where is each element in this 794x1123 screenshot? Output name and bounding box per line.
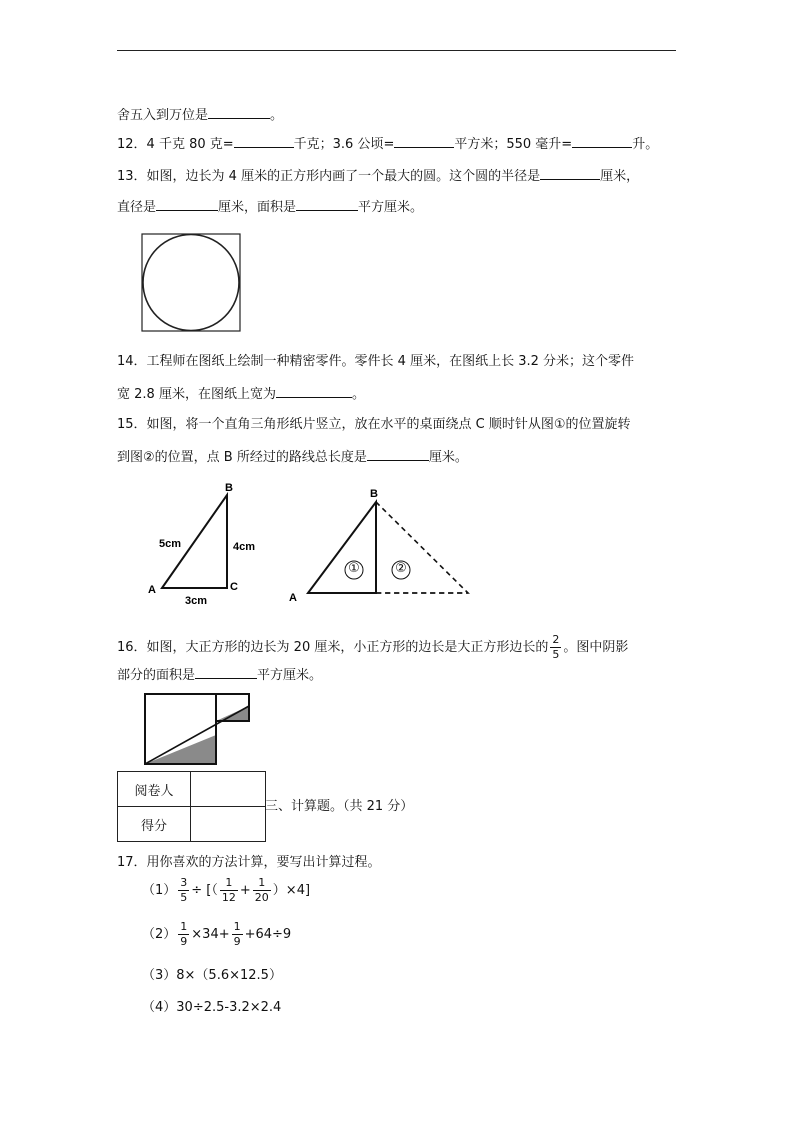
- expr-label: （1）: [142, 883, 177, 898]
- score-label: 得分: [118, 807, 191, 842]
- q14-text1: 14．工程师在图纸上绘制一种精密零件。零件长 4 厘米，在图纸上长 3.2 分米；这个零件: [117, 354, 635, 369]
- q17-expr-4: （4）30÷2.5-3.2×2.4: [142, 1000, 282, 1015]
- fraction-denominator: 20: [254, 891, 269, 904]
- q13-text2a: 直径是: [117, 200, 157, 215]
- q14-text2: 宽 2.8 厘米，在图纸上宽为: [117, 387, 276, 402]
- q11-tail: [117, 104, 283, 126]
- answer-blank[interactable]: [276, 383, 352, 398]
- q17-expr-3: （3）8×（5.6×12.5）: [142, 968, 282, 983]
- q12-part3: 平方米；550 毫升=: [454, 137, 573, 152]
- label-b: B: [225, 482, 233, 494]
- fraction-numerator: 1: [233, 920, 241, 933]
- q17-expr-1: [142, 876, 310, 905]
- fraction-two-fifths: [550, 633, 561, 662]
- operator: +64÷9: [244, 927, 292, 942]
- answer-blank[interactable]: [572, 133, 632, 148]
- label-c: C: [230, 581, 238, 593]
- square-circle-figure: [140, 232, 244, 334]
- q11-end: 。: [270, 108, 284, 123]
- reviewer-cell[interactable]: [191, 772, 266, 807]
- fraction-denominator: 5: [552, 648, 560, 661]
- header-rule: [117, 50, 676, 51]
- operator: ）×4]: [272, 883, 311, 898]
- triangle-figure-2: [285, 480, 475, 605]
- fraction: [232, 920, 243, 949]
- q14-text2-end: 。: [351, 387, 365, 402]
- answer-blank[interactable]: [394, 133, 454, 148]
- answer-blank[interactable]: [234, 133, 294, 148]
- answer-blank[interactable]: [195, 664, 257, 679]
- operator: +: [239, 883, 251, 898]
- q12-part1: 4 千克 80 克=: [146, 137, 234, 152]
- expr-label: （2）: [142, 927, 177, 942]
- answer-blank[interactable]: [367, 446, 429, 461]
- label-vertical-side: 4cm: [233, 541, 256, 553]
- label-hypotenuse: 5cm: [159, 538, 182, 550]
- label-position-2: ②: [395, 561, 407, 576]
- answer-blank[interactable]: [156, 196, 218, 211]
- answer-blank[interactable]: [296, 196, 358, 211]
- q16-text2: 部分的面积是: [117, 668, 196, 683]
- fraction: [253, 876, 271, 905]
- triangle-figure-1: [145, 475, 275, 610]
- label-position-1: ①: [348, 561, 360, 576]
- q13-text1-end: 厘米，: [600, 169, 640, 184]
- fraction-numerator: 2: [552, 633, 560, 646]
- triangle-position-2: [376, 502, 468, 593]
- q17-expr-2: [142, 920, 291, 949]
- label-a: A: [148, 584, 156, 596]
- q12-number: 12．: [117, 137, 147, 152]
- answer-blank[interactable]: [540, 165, 600, 180]
- circle-shape: [143, 235, 239, 331]
- q16-line1: [117, 632, 628, 664]
- q12: [117, 133, 658, 155]
- operator: ÷ [（: [191, 883, 218, 898]
- score-cell[interactable]: [191, 807, 266, 842]
- fraction-denominator: 9: [233, 935, 241, 948]
- q16-text1: 16．如图，大正方形的边长为 20 厘米，小正方形的边长是大正方形边长的: [117, 640, 549, 655]
- fraction-numerator: 1: [253, 876, 271, 891]
- fraction: [178, 876, 189, 905]
- fraction: [178, 920, 189, 949]
- q14-line2: [117, 383, 365, 405]
- fraction: [220, 876, 238, 905]
- q13-text1: 13．如图，边长为 4 厘米的正方形内画了一个最大的圆。这个圆的半径是: [117, 169, 541, 184]
- fraction-denominator: 9: [180, 935, 188, 948]
- operator: ×34+: [191, 927, 230, 942]
- q16-text2-end: 平方厘米。: [257, 668, 323, 683]
- reviewer-label: 阅卷人: [118, 772, 191, 807]
- q17-title: 17．用你喜欢的方法计算，要写出计算过程。: [117, 855, 381, 870]
- shaded-region-lower: [145, 735, 216, 764]
- label-b: B: [370, 488, 378, 500]
- q15-line2: [117, 446, 468, 468]
- fraction-denominator: 5: [180, 891, 188, 904]
- q16-text1-end: 。图中阴影: [563, 640, 629, 655]
- q15-text2: 到图②的位置，点 B 所经过的路线总长度是: [117, 450, 367, 465]
- q13-text2c: 平方厘米。: [358, 200, 424, 215]
- section-heading: 三、计算题。（共 21 分）: [265, 799, 414, 814]
- q15-text1: 15．如图，将一个直角三角形纸片竖立，放在水平的桌面绕点 C 顺时针从图①的位置旋转: [117, 417, 631, 432]
- answer-blank[interactable]: [208, 104, 270, 119]
- squares-shaded-figure: [143, 692, 253, 766]
- q16-line2: [117, 664, 322, 686]
- label-a: A: [289, 592, 297, 604]
- q15-line1: [117, 415, 631, 435]
- triangle-position-1: [308, 502, 376, 593]
- score-table: [117, 771, 266, 842]
- q15-text2-end: 厘米。: [428, 450, 468, 465]
- q13-text2b: 厘米，面积是: [218, 200, 297, 215]
- q14-line1: [117, 352, 634, 372]
- fraction-denominator: 12: [221, 891, 236, 904]
- fraction-numerator: 3: [180, 876, 188, 889]
- label-base: 3cm: [185, 595, 208, 607]
- q13-line2: [117, 196, 423, 218]
- q12-part2: 千克；3.6 公顷=: [293, 137, 395, 152]
- fraction-numerator: 1: [220, 876, 238, 891]
- q11-text: 舍五入到万位是: [117, 108, 209, 123]
- fraction-numerator: 1: [180, 920, 188, 933]
- q13-line1: [117, 165, 639, 187]
- q12-part4: 升。: [632, 137, 659, 152]
